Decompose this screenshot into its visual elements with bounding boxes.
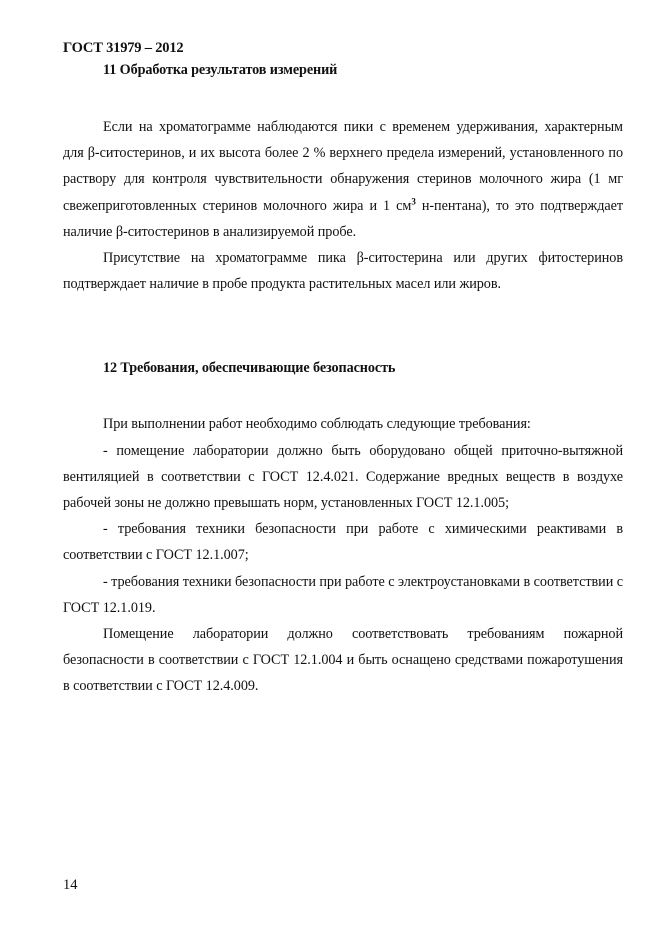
standard-header: ГОСТ 31979 – 2012 (63, 40, 184, 56)
section-11-paragraph-1-text-a: Если на хроматограмме наблюдаются пики с временем удерживания, характерным для β-ситостеринов, и их высота более 2 % верхнего предела измерений, установленного по раствору для контроля чувствительности обнаружения стеринов молочного жира (1 мг свежеприготовленных стеринов молочного жира и 1 см (63, 119, 623, 214)
unit-superscript: 3 (411, 195, 416, 206)
section-12-item-3: - требования техники безопасности при работе с электроустановками в соответствии с ГОСТ 12.1.019. (63, 573, 623, 616)
section-12-closing: Помещение лаборатории должно соответствовать требованиям пожарной безопасности в соответствии с ГОСТ 12.1.004 и быть оснащено средствами пожаротушения в соответствии с ГОСТ 12.4.009. (63, 626, 623, 695)
section-12-item-1: - помещение лаборатории должно быть оборудовано общей приточно-вытяжной вентиляцией в соответствии с ГОСТ 12.4.021. Содержание вредных веществ в воздухе рабочей зоны не должно превышать норм, установленных ГОСТ 12.1.005; (63, 442, 623, 512)
section-12-intro: При выполнении работ необходимо соблюдать следующие требования: (103, 416, 531, 433)
section-11-paragraph-2: Присутствие на хроматограмме пика β-ситостерина или других фитостеринов подтверждает наличие в пробе продукта растительных масел или жиров. (63, 250, 623, 293)
section-12-title: 12 Требования, обеспечивающие безопасность (103, 360, 396, 377)
section-12-body (63, 411, 623, 699)
page-content (63, 60, 623, 700)
section-12-item-2: - требования техники безопасности при работе с химическими реактивами в соответствии с ГОСТ 12.1.007; (63, 521, 623, 564)
section-11-body (63, 114, 623, 297)
section-11-title: 11 Обработка результатов измерений (103, 62, 338, 78)
section-11-paragraph-1 (63, 114, 623, 245)
section-11-paragraph-1-text-b: н-пентана), то это подтверждает наличие β-ситостеринов в анализируемой пробе. (63, 197, 624, 240)
page-number: 14 (63, 877, 78, 893)
